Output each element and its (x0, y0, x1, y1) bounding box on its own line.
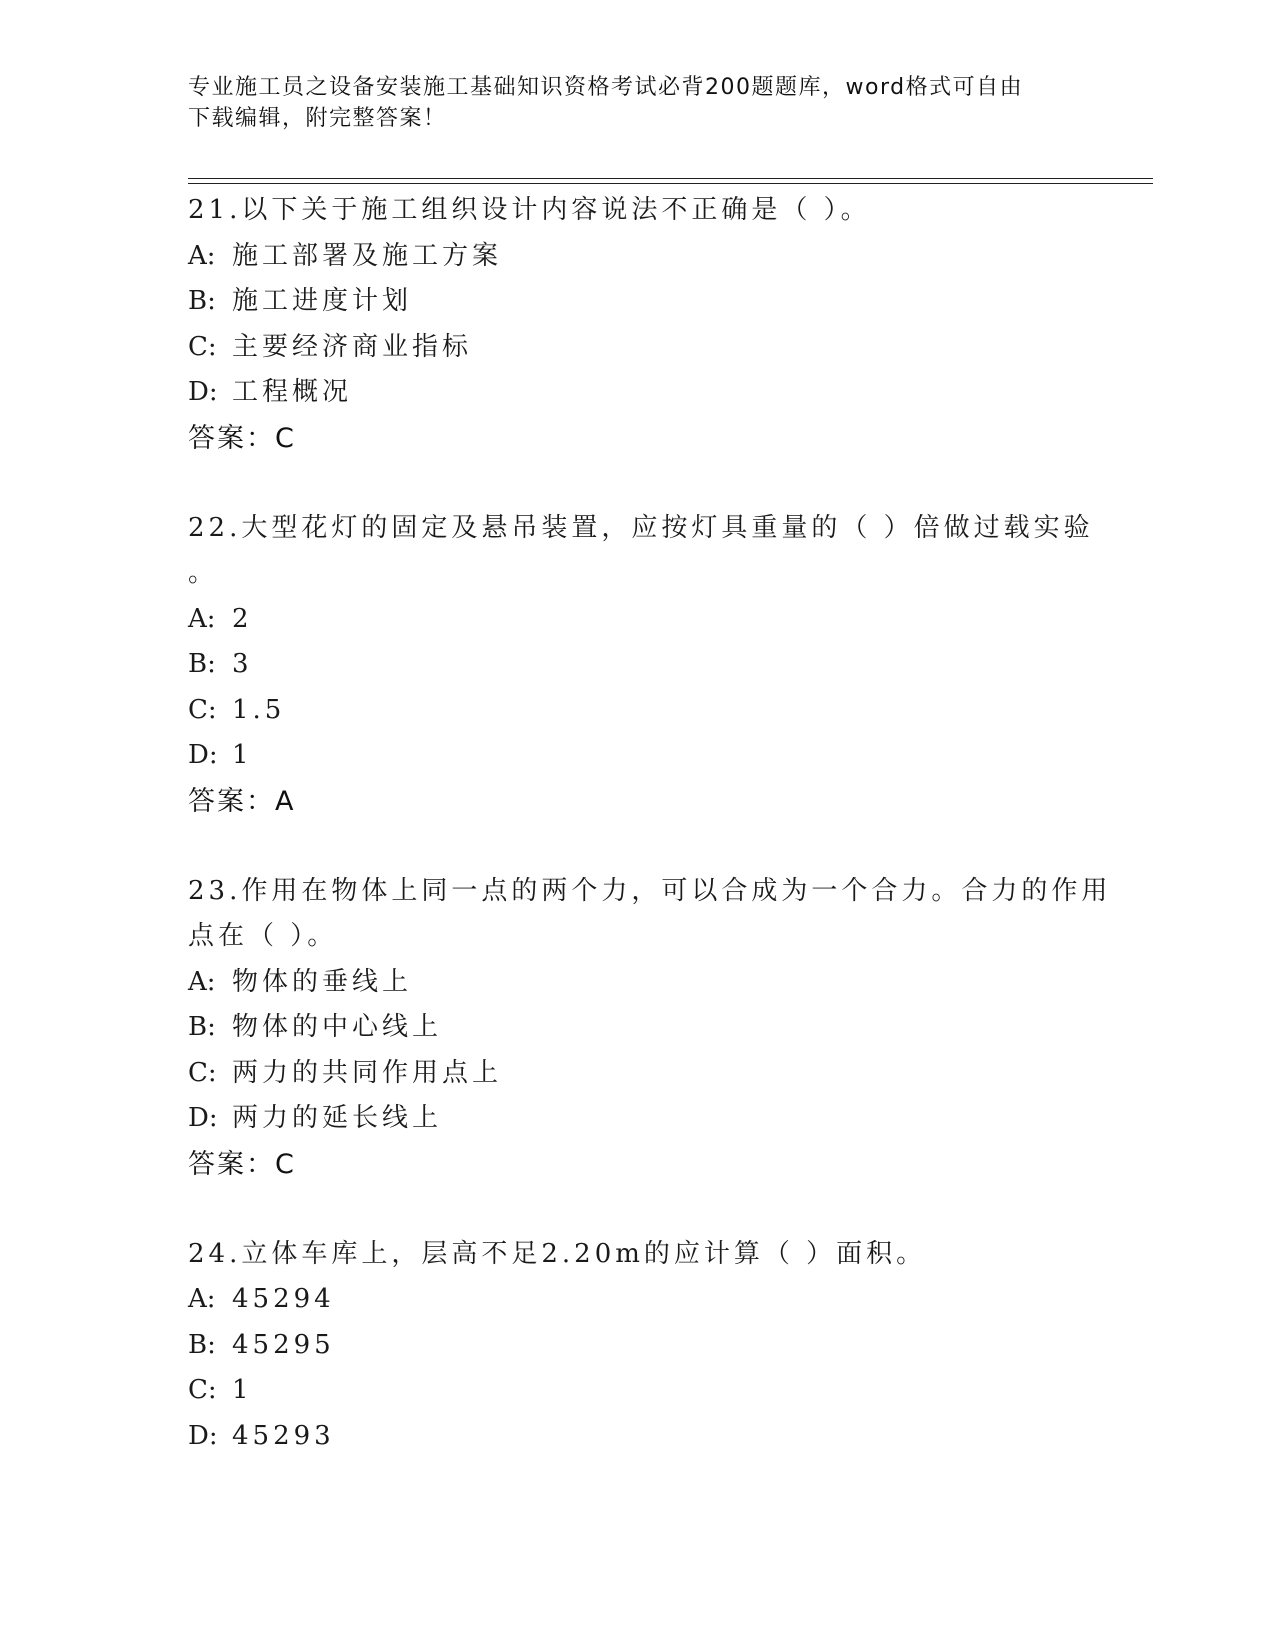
option-text: 施工部署及施工方案 (232, 240, 503, 271)
option-letter: B: (188, 649, 216, 679)
question-22 (188, 506, 1094, 825)
option-c (188, 325, 1088, 371)
header-divider-bottom (188, 183, 1153, 184)
option-text: 1.5 (232, 694, 286, 725)
option-letter: A: (188, 603, 216, 634)
option-text: 1 (232, 1375, 253, 1405)
option-text: 45293 (232, 1420, 335, 1451)
document-header (188, 72, 1068, 134)
question-24 (188, 1232, 1088, 1460)
option-letter: D: (188, 1103, 218, 1133)
option-text: 主要经济商业指标 (232, 331, 473, 362)
question-stem-continuation: 。 (188, 558, 219, 588)
option-letter: D: (188, 1420, 218, 1451)
question-stem: 23.作用在物体上同一点的两个力，可以合成为一个合力。合力的作用 (188, 875, 1112, 906)
question-stem: 21.以下关于施工组织设计内容说法不正确是（ ）。 (188, 195, 871, 225)
option-letter: C: (188, 1375, 217, 1405)
option-b (188, 1005, 1088, 1051)
option-a (188, 960, 1088, 1006)
option-text: 施工进度计划 (232, 286, 413, 316)
option-text: 两力的共同作用点上 (232, 1057, 503, 1088)
option-text: 3 (232, 649, 253, 679)
option-b (188, 642, 1088, 688)
header-line-1: 专业施工员之设备安装施工基础知识资格考试必背200题题库，word格式可自由 (188, 75, 1024, 100)
option-letter: B: (188, 1012, 216, 1042)
option-letter: D: (188, 740, 218, 770)
option-d (188, 370, 1088, 416)
option-b (188, 1323, 1088, 1369)
option-letter: C: (188, 331, 217, 362)
answer-label: 答案：C (188, 422, 296, 454)
header-line-2: 下载编辑，附完整答案！ (188, 106, 447, 131)
option-d (188, 1096, 1088, 1142)
option-text: 工程概况 (232, 377, 353, 407)
option-text: 45295 (232, 1329, 335, 1360)
option-letter: B: (188, 1329, 216, 1360)
option-a (188, 234, 1088, 280)
question-list (188, 188, 1112, 1503)
answer-label: 答案：A (188, 785, 296, 817)
option-a (188, 1277, 1088, 1323)
question-stem-continuation: 点在（ ）。 (188, 921, 338, 951)
option-letter: D: (188, 377, 218, 407)
option-c (188, 1051, 1088, 1097)
option-letter: B: (188, 286, 216, 316)
option-text: 2 (232, 603, 253, 634)
option-d (188, 1414, 1088, 1460)
option-text: 物体的垂线上 (232, 966, 413, 997)
option-letter: A: (188, 240, 216, 271)
option-letter: C: (188, 1057, 217, 1088)
option-text: 45294 (232, 1284, 335, 1314)
option-letter: C: (188, 694, 217, 725)
question-23 (188, 869, 1112, 1188)
option-text: 1 (232, 740, 253, 770)
question-21 (188, 188, 1088, 462)
question-stem: 24.立体车库上，层高不足2.20m的应计算（ ）面积。 (188, 1238, 927, 1269)
header-divider-top (188, 178, 1153, 179)
option-text: 两力的延长线上 (232, 1103, 443, 1133)
option-letter: A: (188, 966, 216, 997)
answer-label: 答案：C (188, 1148, 296, 1180)
option-d (188, 733, 1088, 779)
option-a (188, 597, 1088, 643)
option-letter: A: (188, 1284, 216, 1314)
option-c (188, 1368, 1088, 1414)
option-text: 物体的中心线上 (232, 1012, 443, 1042)
option-b (188, 279, 1088, 325)
question-stem: 22.大型花灯的固定及悬吊装置，应按灯具重量的（ ）倍做过载实验 (188, 512, 1094, 543)
option-c (188, 688, 1088, 734)
